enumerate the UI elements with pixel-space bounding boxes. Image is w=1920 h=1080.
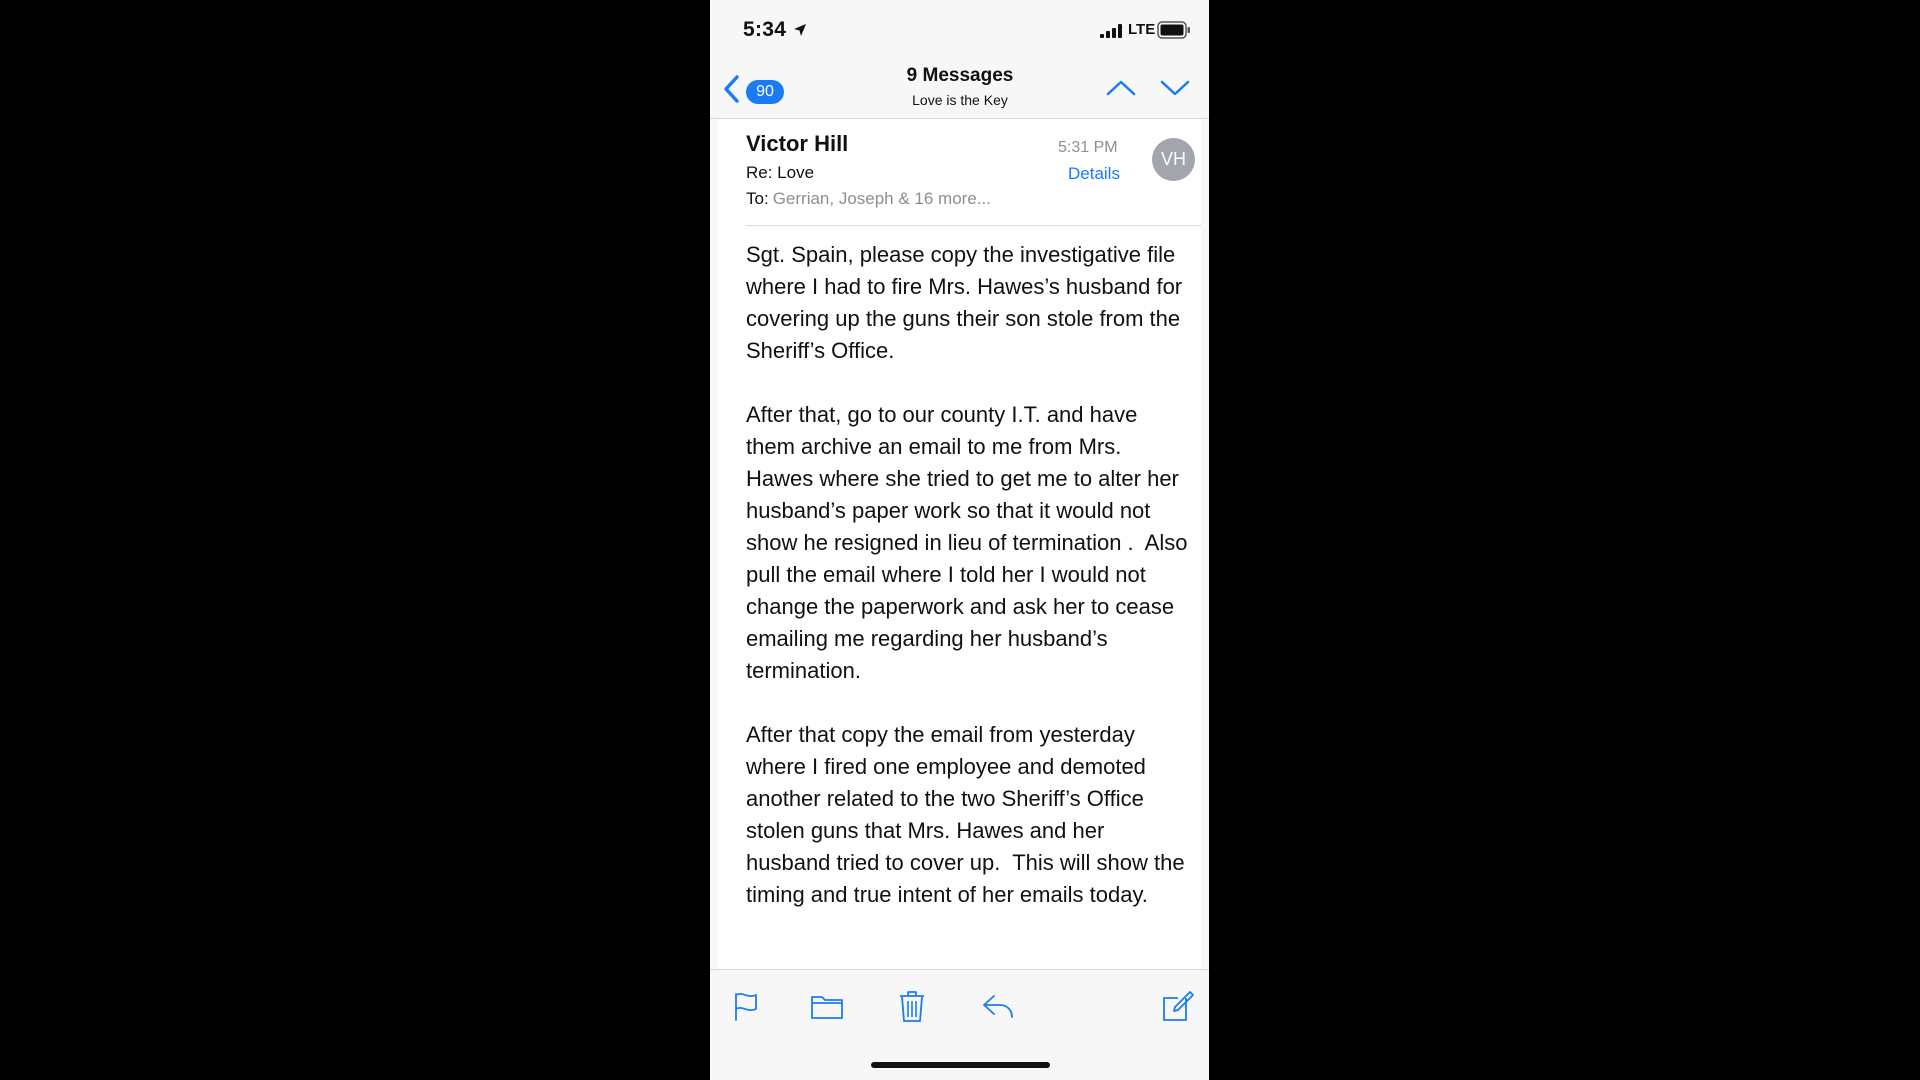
thread-title: 9 Messages — [906, 65, 1014, 86]
recipients-list[interactable]: Gerrian, Joseph & 16 more... — [772, 189, 991, 208]
message-body — [746, 239, 1194, 943]
location-arrow-icon — [793, 23, 807, 37]
back-button[interactable] — [722, 70, 792, 108]
previous-message-button[interactable] — [1104, 74, 1138, 102]
details-link[interactable]: Details — [1068, 164, 1120, 183]
home-indicator[interactable] — [871, 1062, 1050, 1068]
avatar[interactable]: VH — [1152, 138, 1195, 181]
nav-bar — [710, 62, 1209, 119]
status-time: 5:34 — [743, 18, 787, 41]
battery-icon — [1157, 21, 1191, 39]
unread-count-badge: 90 — [746, 80, 784, 104]
mail-screen — [710, 0, 1209, 1080]
next-message-button[interactable] — [1158, 74, 1192, 102]
status-bar — [710, 0, 1209, 62]
sender-name[interactable]: Victor Hill — [746, 131, 849, 156]
message-time: 5:31 PM — [1058, 139, 1118, 156]
body-paragraph: Sgt. Spain, please copy the investigative file where I had to fire Mrs. Hawes’s husband for covering up the guns their son stole from the Sheriff’s Office. — [746, 242, 1189, 363]
thread-subtitle: Love is the Key — [912, 92, 1008, 108]
trash-icon[interactable] — [894, 988, 930, 1024]
chevron-left-icon — [722, 74, 740, 104]
reply-icon[interactable] — [980, 988, 1016, 1024]
signal-strength-icon — [1100, 24, 1122, 38]
message-subject: Re: Love — [746, 163, 815, 182]
recipients-line[interactable] — [746, 189, 991, 209]
flag-icon[interactable] — [728, 988, 764, 1024]
toolbar — [710, 969, 1209, 1080]
body-paragraph: After that copy the email from yesterday where I fired one employee and demoted another related to the two Sheriff’s Office stolen guns that Mrs. Hawes and her husband tried to cover up. This will show the timing and true intent of her emails today. — [746, 722, 1191, 907]
body-paragraph: After that, go to our county I.T. and have them archive an email to me from Mrs. Hawes where she tried to get me to alter her husband’s paper work so that it would not show he resigned in lieu of termination . Also pull the email where I told her I would not change the paperwork and ask her to cease emailing me regarding her husband’s termination. — [746, 402, 1194, 683]
to-label: To: — [746, 189, 769, 208]
folder-icon[interactable] — [809, 988, 845, 1024]
message-card — [718, 119, 1201, 969]
header-divider — [746, 225, 1201, 226]
network-label: LTE — [1128, 21, 1156, 38]
compose-icon[interactable] — [1160, 988, 1196, 1024]
